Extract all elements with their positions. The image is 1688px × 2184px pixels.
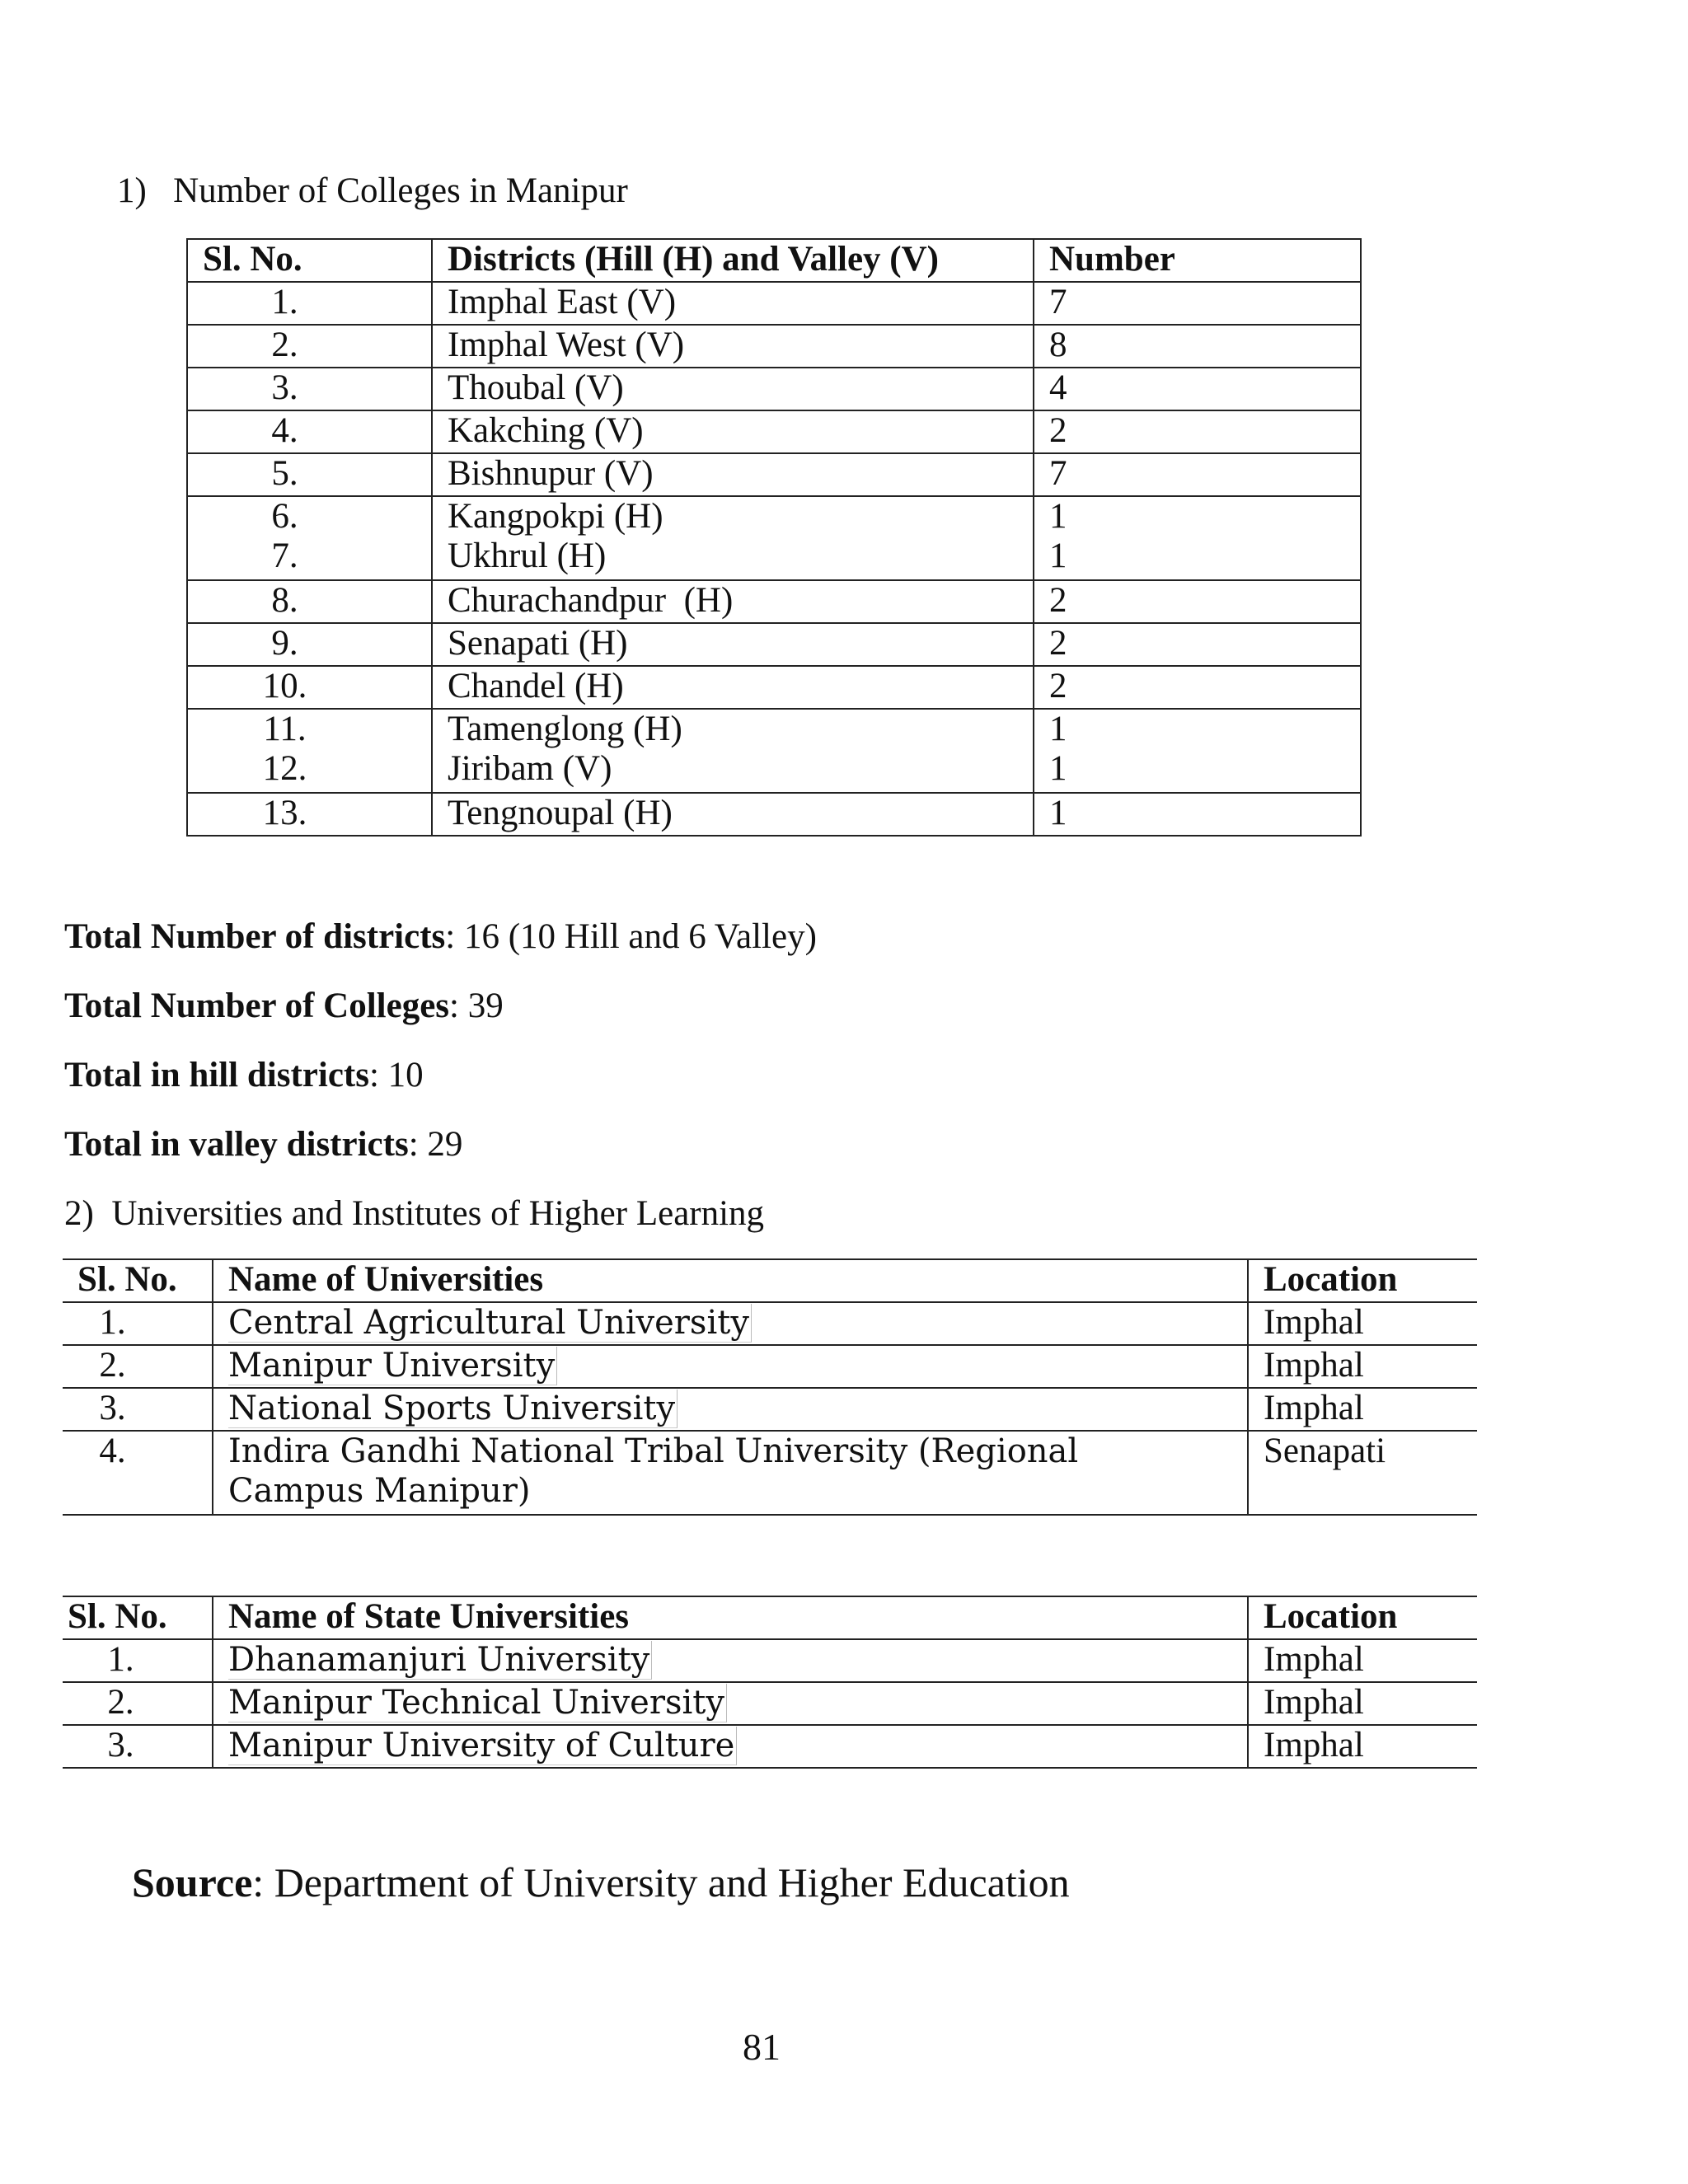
table-row-merged — [187, 709, 1361, 793]
table-row-merged — [187, 496, 1361, 580]
table-row — [187, 325, 1361, 368]
total-colleges-value: : 39 — [449, 987, 504, 1025]
number-cell: 2 — [1034, 623, 1361, 666]
number-cell: 4 — [1034, 368, 1361, 410]
state-universities-table — [63, 1596, 1477, 1769]
university-name: Manipur Technical University — [228, 1684, 727, 1722]
table-row — [187, 368, 1361, 410]
district-cell: Churachandpur (H) — [432, 580, 1034, 623]
sl-no-value: 12. — [262, 749, 307, 788]
number-cell: 7 — [1034, 453, 1361, 496]
sl-no-cell: 2. — [63, 1345, 213, 1388]
location-cell: Imphal — [1248, 1388, 1477, 1431]
number-cell: 2 — [1034, 580, 1361, 623]
column-header-district: Districts (Hill (H) and Valley (V) — [432, 239, 1034, 282]
total-hill-label: Total in hill districts — [64, 1056, 369, 1094]
table-row — [63, 1388, 1477, 1431]
university-name-cell: Indira Gandhi National Tribal University (Regional Campus Manipur) — [213, 1431, 1248, 1515]
total-valley-line — [64, 1123, 462, 1166]
sl-no-cell: 10. — [187, 666, 432, 709]
district-cell: Kakching (V) — [432, 410, 1034, 453]
table-row — [187, 580, 1361, 623]
total-hill-value: : 10 — [368, 1056, 424, 1094]
number-cell: 1 — [1034, 793, 1361, 836]
column-header-sl-no: Sl. No. — [63, 1596, 213, 1639]
location-cell: Imphal — [1248, 1725, 1477, 1768]
total-hill-line — [64, 1054, 424, 1097]
column-header-location: Location — [1248, 1596, 1477, 1639]
location-cell: Imphal — [1248, 1682, 1477, 1725]
table-header-row — [63, 1596, 1477, 1639]
university-name-cell — [213, 1682, 1248, 1725]
location-cell: Senapati — [1248, 1431, 1477, 1515]
table-row — [187, 453, 1361, 496]
column-header-name: Name of Universities — [213, 1259, 1248, 1302]
district-cell — [432, 496, 1034, 580]
universities-table — [63, 1258, 1477, 1516]
page-number: 81 — [743, 2026, 781, 2068]
table-header-row — [63, 1259, 1477, 1302]
table-row — [63, 1345, 1477, 1388]
sl-no-cell: 1. — [63, 1302, 213, 1345]
table-row — [63, 1639, 1477, 1682]
number-cell: 8 — [1034, 325, 1361, 368]
number-cell — [1034, 709, 1361, 793]
number-cell: 2 — [1034, 666, 1361, 709]
district-cell: Bishnupur (V) — [432, 453, 1034, 496]
university-name: Central Agricultural University — [228, 1304, 752, 1343]
sl-no-cell: 2. — [63, 1682, 213, 1725]
column-header-name: Name of State Universities — [213, 1596, 1248, 1639]
sl-no-cell: 5. — [187, 453, 432, 496]
district-value: Kangpokpi (H) — [448, 497, 663, 536]
section-2-heading: 2) Universities and Institutes of Higher Learning — [64, 1194, 765, 1233]
district-value: Jiribam (V) — [448, 749, 612, 788]
number-value: 1 — [1049, 497, 1067, 536]
sl-no-cell: 2. — [187, 325, 432, 368]
column-header-number: Number — [1034, 239, 1361, 282]
university-name-cell — [213, 1388, 1248, 1431]
sl-no-cell: 3. — [63, 1725, 213, 1768]
district-cell: Thoubal (V) — [432, 368, 1034, 410]
sl-no-cell: 9. — [187, 623, 432, 666]
column-header-sl-no: Sl. No. — [187, 239, 432, 282]
source-label: Source — [132, 1859, 253, 1905]
sl-no-value: 7. — [271, 537, 298, 575]
district-cell: Imphal West (V) — [432, 325, 1034, 368]
university-name: Manipur University of Culture — [228, 1727, 737, 1765]
sl-no-cell: 4. — [63, 1431, 213, 1515]
sl-no-cell: 1. — [187, 282, 432, 325]
total-colleges-label: Total Number of Colleges — [64, 987, 450, 1025]
table-row — [63, 1725, 1477, 1768]
total-valley-value: : 29 — [408, 1125, 463, 1164]
table-row — [187, 623, 1361, 666]
district-value: Tamenglong (H) — [448, 710, 682, 748]
university-name-cell — [213, 1725, 1248, 1768]
table-row — [187, 793, 1361, 836]
table-row — [63, 1431, 1477, 1515]
number-value: 1 — [1049, 537, 1067, 575]
column-header-location: Location — [1248, 1259, 1477, 1302]
number-cell — [1034, 496, 1361, 580]
number-cell: 2 — [1034, 410, 1361, 453]
university-name: Manipur University — [228, 1347, 557, 1385]
sl-no-cell: 1. — [63, 1639, 213, 1682]
table-row — [187, 666, 1361, 709]
total-colleges-line — [64, 985, 504, 1028]
table-row — [63, 1682, 1477, 1725]
source-text: : Department of University and Higher Education — [252, 1859, 1070, 1905]
number-value: 1 — [1049, 710, 1067, 748]
sl-no-cell — [187, 496, 432, 580]
location-cell: Imphal — [1248, 1345, 1477, 1388]
district-cell: Senapati (H) — [432, 623, 1034, 666]
district-cell: Imphal East (V) — [432, 282, 1034, 325]
university-name: Dhanamanjuri University — [228, 1641, 652, 1680]
column-header-sl-no: Sl. No. — [63, 1259, 213, 1302]
number-value: 1 — [1049, 749, 1067, 788]
sl-no-cell: 3. — [187, 368, 432, 410]
sl-no-value: 11. — [263, 710, 307, 748]
district-cell — [432, 709, 1034, 793]
sl-no-value: 6. — [271, 497, 298, 536]
colleges-table — [186, 238, 1362, 837]
table-header-row — [187, 239, 1361, 282]
total-districts-label: Total Number of districts — [64, 917, 446, 956]
district-cell: Chandel (H) — [432, 666, 1034, 709]
sl-no-cell: 3. — [63, 1388, 213, 1431]
university-name-cell — [213, 1639, 1248, 1682]
sl-no-cell: 8. — [187, 580, 432, 623]
university-name-cell — [213, 1345, 1248, 1388]
sl-no-cell: 4. — [187, 410, 432, 453]
table-row — [187, 282, 1361, 325]
table-row — [187, 410, 1361, 453]
location-cell: Imphal — [1248, 1639, 1477, 1682]
number-cell: 7 — [1034, 282, 1361, 325]
district-value: Ukhrul (H) — [448, 537, 607, 575]
total-districts-line — [64, 916, 817, 958]
university-name-cell — [213, 1302, 1248, 1345]
location-cell: Imphal — [1248, 1302, 1477, 1345]
university-name: National Sports University — [228, 1390, 678, 1428]
total-districts-value: : 16 (10 Hill and 6 Valley) — [445, 917, 817, 956]
source-line — [132, 1858, 1070, 1907]
sl-no-cell: 13. — [187, 793, 432, 836]
sl-no-cell — [187, 709, 432, 793]
table-row — [63, 1302, 1477, 1345]
section-1-heading: 1) Number of Colleges in Manipur — [117, 171, 628, 210]
district-cell: Tengnoupal (H) — [432, 793, 1034, 836]
total-valley-label: Total in valley districts — [64, 1125, 409, 1164]
